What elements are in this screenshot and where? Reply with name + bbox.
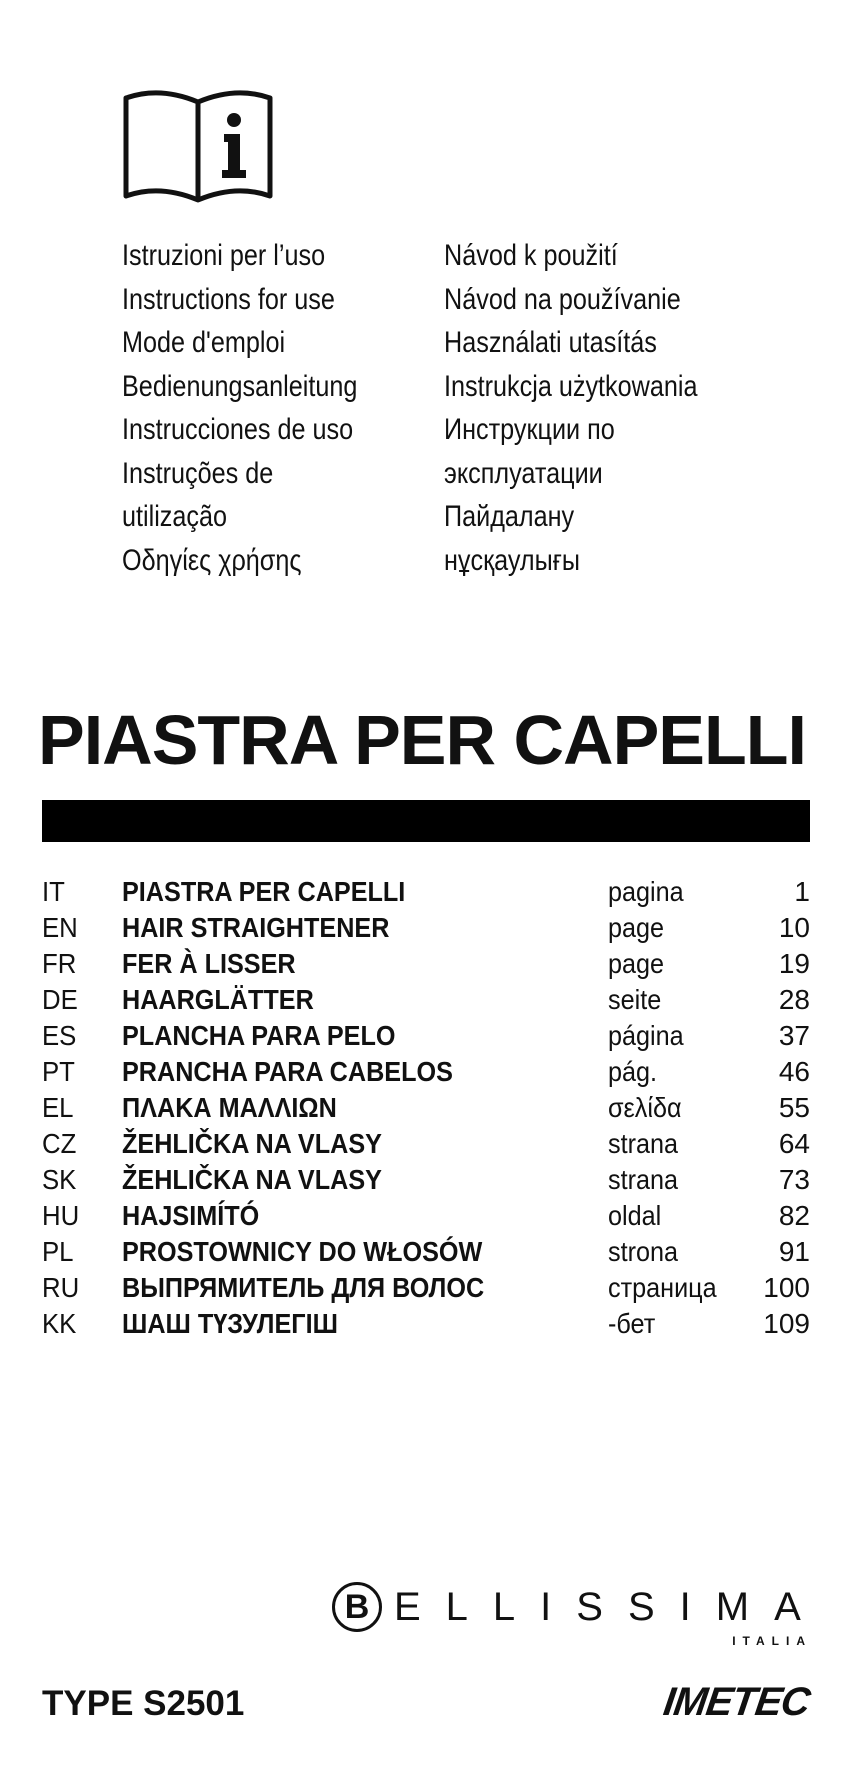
toc-language-code: DE: [42, 984, 78, 1015]
toc-page-word: page: [608, 912, 665, 943]
toc-language-code: SK: [42, 1164, 77, 1195]
toc-title: ŽEHLIČKA NA VLASY: [122, 1128, 382, 1159]
language-line: нұсқаулығы: [444, 543, 581, 577]
toc-language-code: PT: [42, 1056, 75, 1087]
language-line: Mode d'emploi: [122, 326, 286, 359]
language-list-right: [444, 234, 698, 582]
toc-page-number: 10: [778, 912, 810, 943]
toc-row[interactable]: [42, 1018, 810, 1054]
toc-language-code: KK: [42, 1308, 77, 1339]
toc-page-number: 46: [778, 1056, 810, 1087]
toc-row[interactable]: [42, 910, 810, 946]
model-type-label: TYPE S2501: [42, 1684, 245, 1723]
toc-title: ŽEHLIČKA NA VLASY: [122, 1164, 382, 1195]
language-line: Bedienungsanleitung: [122, 369, 358, 403]
title-divider-bar: [42, 800, 810, 842]
language-line: Instruções de: [122, 456, 274, 490]
toc-page-word: -бет: [608, 1308, 656, 1339]
toc-language-code: RU: [42, 1272, 80, 1303]
language-line: Návod k použití: [444, 239, 618, 272]
toc-page-word: страница: [608, 1272, 717, 1303]
language-line: Istruzioni per l’uso: [122, 239, 326, 272]
toc-page-number: 91: [778, 1236, 810, 1267]
toc-page-number: 100: [763, 1272, 810, 1303]
toc-title: HAARGLÄTTER: [122, 984, 314, 1015]
toc-row[interactable]: [42, 1306, 810, 1342]
toc-page-word: strona: [608, 1236, 679, 1267]
toc-language-code: FR: [42, 948, 77, 979]
language-line: utilização: [122, 500, 228, 533]
language-line: Használati utasítás: [444, 326, 657, 359]
toc-title: PIASTRA PER CAPELLI: [122, 876, 406, 907]
toc-title: PLANCHA PARA PELO: [122, 1020, 396, 1051]
toc-language-code: EN: [42, 912, 78, 943]
brand-name: ELLISSIMA: [394, 1585, 826, 1629]
toc-language-code: IT: [42, 876, 65, 907]
toc-language-code: PL: [42, 1236, 74, 1267]
toc-page-number: 55: [778, 1092, 810, 1123]
toc-page-number: 1: [794, 876, 810, 907]
language-list-left: [122, 234, 357, 582]
toc-title: HAJSIMÍTÓ: [122, 1200, 260, 1231]
toc-title: ΠΛΑΚΑ ΜΑΛΛΙΩΝ: [122, 1092, 337, 1123]
toc-page-number: 82: [778, 1200, 810, 1231]
toc-title: ШАШ ТҮЗУЛЕГІШ: [122, 1308, 338, 1339]
toc-page-word: oldal: [608, 1200, 662, 1231]
language-line: эксплуатации: [444, 456, 603, 490]
language-line: Návod na používanie: [444, 282, 681, 316]
toc-page-word: strana: [608, 1128, 679, 1159]
toc-title: ВЫПРЯМИТЕЛЬ ДЛЯ ВОЛОС: [122, 1272, 485, 1303]
manual-info-icon: [120, 88, 276, 206]
toc-row[interactable]: [42, 1234, 810, 1270]
toc-page-number: 28: [778, 984, 810, 1015]
toc-row[interactable]: [42, 1126, 810, 1162]
language-line: Пайдалану: [444, 500, 575, 533]
toc-page-word: página: [608, 1020, 684, 1051]
toc-page-number: 109: [763, 1308, 810, 1339]
toc-title: PROSTOWNICY DO WŁOSÓW: [122, 1236, 483, 1267]
brand-subtitle: ITALIA: [732, 1634, 812, 1648]
brand-initial: B: [344, 1588, 370, 1626]
toc-page-word: pagina: [608, 876, 684, 907]
language-line: Instrucciones de uso: [122, 413, 354, 446]
bellissima-logo: [332, 1578, 826, 1648]
toc-language-code: ES: [42, 1020, 77, 1051]
toc-page-word: pág.: [608, 1056, 658, 1087]
toc-language-code: EL: [42, 1092, 74, 1123]
toc-page-number: 19: [778, 948, 810, 979]
toc-page-word: σελίδα: [608, 1092, 682, 1123]
toc-page-word: page: [608, 948, 665, 979]
language-line: Οδηγίες χρήσης: [122, 543, 302, 577]
page-title: PIASTRA PER CAPELLI: [38, 701, 806, 779]
toc-title: PRANCHA PARA CABELOS: [122, 1056, 453, 1087]
language-line: Instrukcja użytkowania: [444, 369, 698, 403]
toc-row[interactable]: [42, 874, 810, 910]
toc-page-number: 73: [778, 1164, 810, 1195]
toc-row[interactable]: [42, 946, 810, 982]
toc-language-code: HU: [42, 1200, 80, 1231]
toc-page-number: 37: [778, 1020, 810, 1051]
toc-row[interactable]: [42, 1090, 810, 1126]
toc-row[interactable]: [42, 982, 810, 1018]
toc-page-number: 64: [778, 1128, 810, 1159]
toc-page-word: strana: [608, 1164, 679, 1195]
toc-row[interactable]: [42, 1162, 810, 1198]
toc-title: HAIR STRAIGHTENER: [122, 912, 390, 943]
toc-title: FER À LISSER: [122, 948, 296, 979]
table-of-contents: [42, 874, 810, 1342]
toc-row[interactable]: [42, 1270, 810, 1306]
imetec-logo: IMETEC: [660, 1680, 813, 1724]
language-line: Инструкции по: [444, 413, 615, 446]
toc-language-code: CZ: [42, 1128, 77, 1159]
toc-row[interactable]: [42, 1054, 810, 1090]
language-line: Instructions for use: [122, 282, 335, 316]
toc-row[interactable]: [42, 1198, 810, 1234]
toc-page-word: seite: [608, 984, 662, 1015]
